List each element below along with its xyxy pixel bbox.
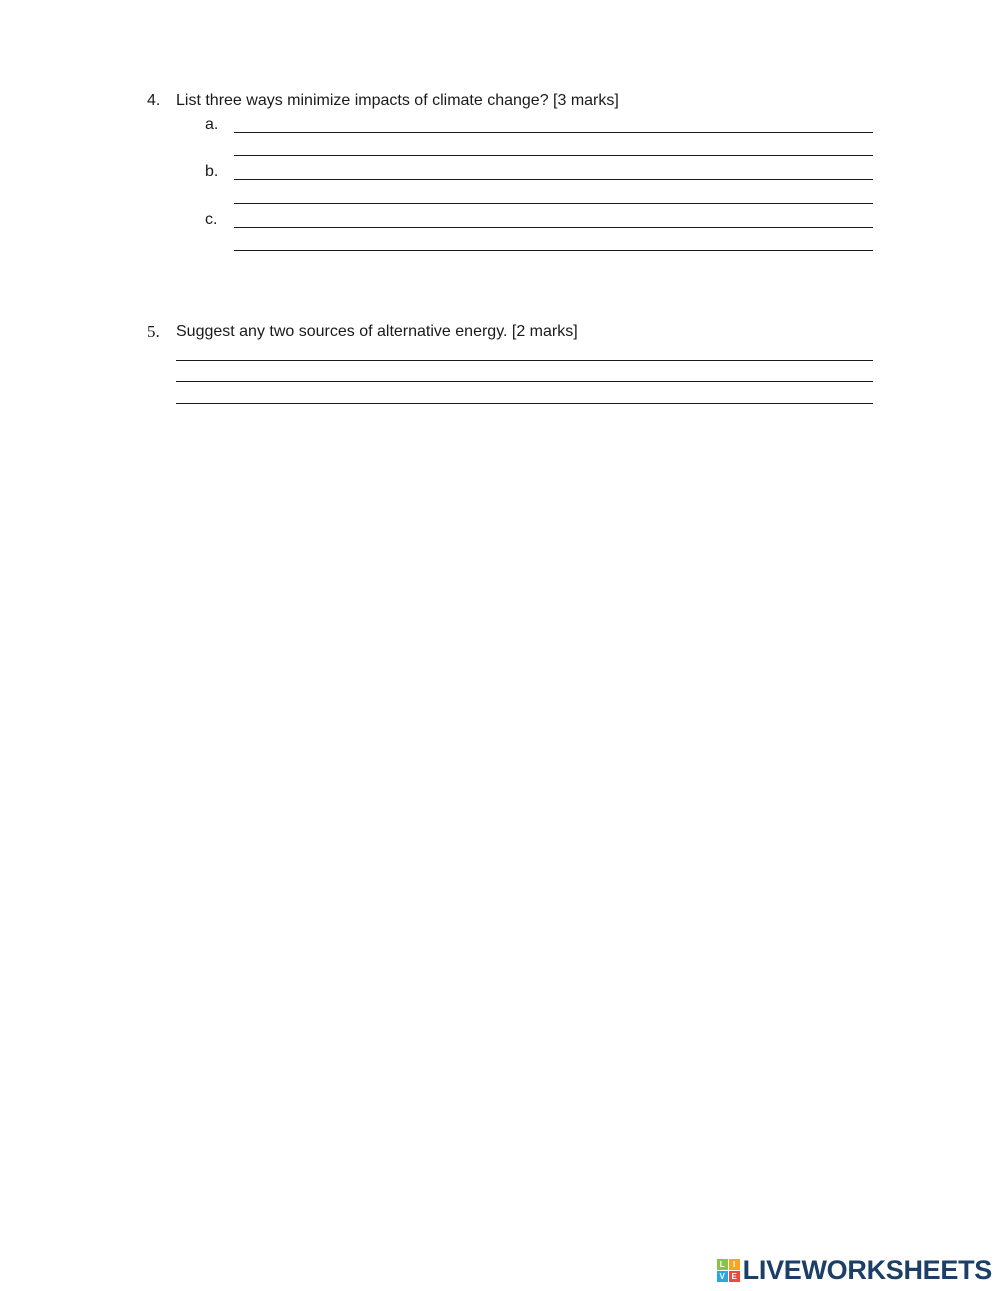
logo-mark-cell: L — [717, 1259, 728, 1270]
question-4-item-a-answer-line-1[interactable] — [234, 132, 873, 133]
liveworksheets-logo-text: LIVEWORKSHEETS — [742, 1255, 992, 1285]
question-4-text: List three ways minimize impacts of climate change? [3 marks] — [176, 92, 619, 109]
question-5-answer-line-1[interactable] — [176, 360, 873, 361]
liveworksheets-logo — [717, 1256, 992, 1284]
question-4-number: 4. — [147, 92, 161, 109]
question-4-item-c-label: c. — [205, 211, 218, 228]
question-4-item-b-answer-line-1[interactable] — [234, 179, 873, 180]
logo-mark-cell: E — [729, 1271, 740, 1282]
liveworksheets-logo-icon — [717, 1259, 740, 1282]
logo-mark-cell: V — [717, 1271, 728, 1282]
question-5-number: 5. — [147, 322, 160, 341]
question-4-item-c-answer-line-2[interactable] — [234, 250, 873, 251]
question-4-item-a-answer-line-2[interactable] — [234, 155, 873, 156]
question-5-answer-line-3[interactable] — [176, 403, 873, 404]
question-4-item-c-answer-line-1[interactable] — [234, 227, 873, 228]
question-4-item-b-label: b. — [205, 163, 219, 180]
logo-mark-cell: I — [729, 1259, 740, 1270]
question-5-answer-line-2[interactable] — [176, 381, 873, 382]
question-4-item-b-answer-line-2[interactable] — [234, 203, 873, 204]
question-4-item-a-label: a. — [205, 116, 219, 133]
question-5-text: Suggest any two sources of alternative energy. [2 marks] — [176, 323, 578, 340]
